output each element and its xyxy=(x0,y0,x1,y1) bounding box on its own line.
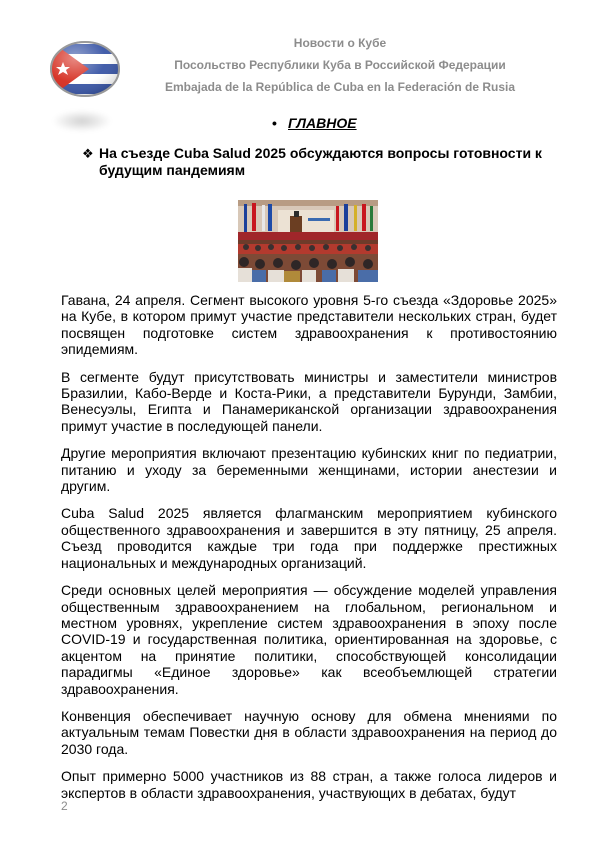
article-paragraph: Гавана, 24 апреля. Сегмент высокого уровня 5-го съезда «Здоровье 2025» на Кубе, в котором примут участие представители нескольких стран, будет посвящен подготовке систем здравоохранения к противостоянию эпидемиям. xyxy=(61,292,557,358)
article-headline xyxy=(82,145,562,179)
section-heading xyxy=(272,115,357,131)
article-paragraph: Другие мероприятия включают презентацию кубинских книг по педиатрии, питанию и уходу за беременными женщинами, истории анестезии и другим. xyxy=(61,445,557,495)
conference-photo xyxy=(238,200,378,282)
page-number: 2 xyxy=(61,799,68,813)
article-headline-text: На съезде Cuba Salud 2025 обсуждаются вопросы готовности к будущим пандемиям xyxy=(99,145,542,178)
diamond-bullet-icon: ❖ xyxy=(82,146,94,161)
article-paragraph: Среди основных целей мероприятия — обсуждение моделей управления общественным здравоохранением на глобальном, региональном и местном уровнях, укрепление систем здравоохранения в эпоху после COVID-19 и государственная политика, ориентированная на здоровье, с акцентом на принятие политики, способствующей консолидации парадигмы «Единое здоровье» как всеобъемлющей стратегии здравоохранения. xyxy=(61,582,557,697)
header-embassy-es: Embajada de la República de Cuba en la Federación de Rusia xyxy=(164,80,516,94)
article-paragraph: В сегменте будут присутствовать министры и заместители министров Бразилии, Кабо-Верде и Коста-Рики, а представители Бурунди, Замбии, Венесуэлы, Египта и Панамериканской организации здравоохранения примут участие в последующей панели. xyxy=(61,368,557,434)
article-paragraph: Опыт примерно 5000 участников из 88 стран, а также голоса лидеров и экспертов в области здравоохранения, участвующих в дебатах, будут xyxy=(61,768,557,801)
article-paragraph: Cuba Salud 2025 является флагманским мероприятием кубинского общественного здравоохранения и завершится в эту пятницу, 25 апреля. Съезд проводится каждые три года при поддержке престижных национальных и международных организаций. xyxy=(61,505,557,571)
logo-shadow xyxy=(52,110,112,132)
letterhead xyxy=(120,32,560,98)
cuba-flag-logo xyxy=(49,40,121,98)
header-embassy-ru: Посольство Республики Куба в Российской Федерации xyxy=(174,58,506,72)
bullet-icon: • xyxy=(272,115,277,131)
article-body xyxy=(61,292,557,812)
header-title: Новости о Кубе xyxy=(293,36,387,50)
section-title: ГЛАВНОЕ xyxy=(288,115,357,131)
article-paragraph: Конвенция обеспечивает научную основу для обмена мнениями по актуальным темам Повестки дня в области здравоохранения на период до 2030 года. xyxy=(61,707,557,757)
